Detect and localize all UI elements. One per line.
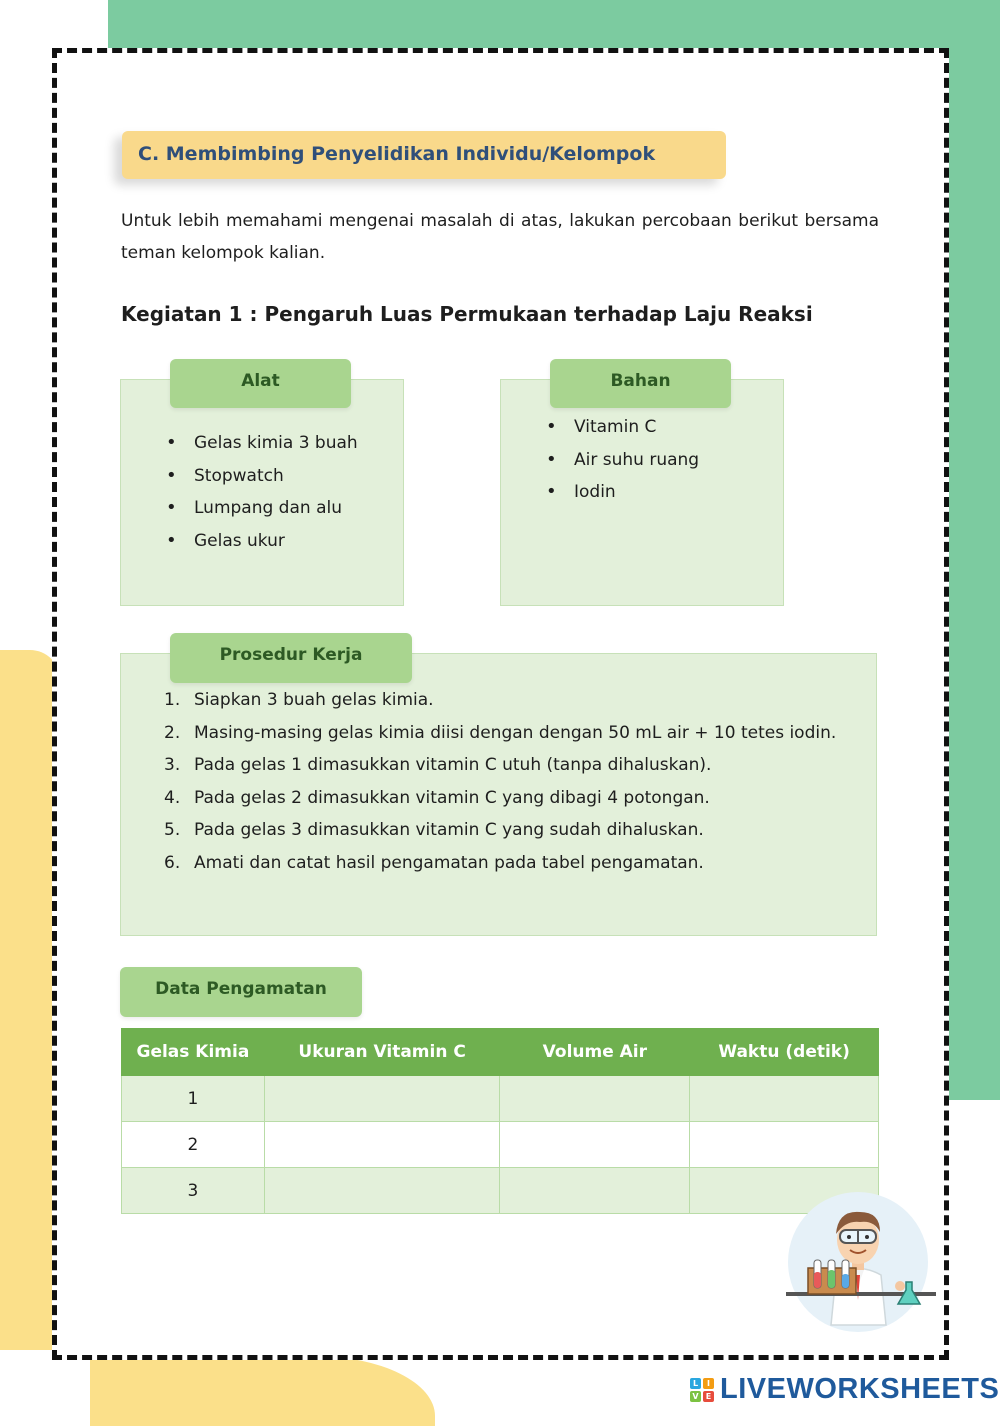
list-item xyxy=(160,782,840,815)
table-cell: 3 xyxy=(122,1168,265,1214)
list-item xyxy=(160,847,840,880)
step-number: 3. xyxy=(164,755,181,775)
step-number: 5. xyxy=(164,820,181,840)
hand xyxy=(895,1281,905,1291)
background-yellow-left-shape xyxy=(0,650,60,1350)
step-text: Masing-masing gelas kimia diisi dengan dengan 50 mL air + 10 tetes iodin. xyxy=(194,722,837,743)
step-text: Siapkan 3 buah gelas kimia. xyxy=(194,690,434,710)
table-cell: 2 xyxy=(122,1122,265,1168)
logo-text: LIVEWORKSHEETS xyxy=(720,1373,1000,1405)
step-text: Pada gelas 1 dimasukkan vitamin C utuh (tanpa dihaluskan). xyxy=(194,755,712,775)
logo-letter: I xyxy=(703,1378,714,1389)
prosedur-label: Prosedur Kerja xyxy=(219,645,363,665)
header-volume-air: Volume Air xyxy=(500,1029,690,1076)
prosedur-steps xyxy=(160,684,840,879)
list-item xyxy=(160,717,854,750)
table-cell: 1 xyxy=(122,1076,265,1122)
step-number: 4. xyxy=(164,787,181,808)
answer-cell[interactable] xyxy=(500,1122,690,1168)
answer-cell[interactable] xyxy=(264,1168,500,1214)
scientist-illustration xyxy=(786,1190,936,1335)
table-header-row xyxy=(122,1029,879,1076)
list-item xyxy=(160,749,840,782)
section-banner xyxy=(122,131,726,179)
answer-cell[interactable] xyxy=(690,1122,879,1168)
answer-cell[interactable] xyxy=(690,1076,879,1122)
section-title: C. Membimbing Penyelidikan Individu/Kelompok xyxy=(138,143,656,165)
list-item: • Vitamin C xyxy=(544,411,699,444)
list-item: • Gelas ukur xyxy=(164,525,358,558)
background-yellow-bottom-shape xyxy=(90,1356,435,1426)
step-number: 1. xyxy=(164,690,181,710)
logo-letter: V xyxy=(690,1391,701,1402)
bahan-list xyxy=(544,411,699,509)
step-text: Pada gelas 2 dimasukkan vitamin C yang dibagi 4 potongan. xyxy=(194,787,710,808)
prosedur-tab xyxy=(170,633,412,683)
intro-paragraph: Untuk lebih memahami mengenai masalah di atas, lakukan percobaan berikut bersama teman kelompok kalian. xyxy=(121,211,879,263)
step-text: Pada gelas 3 dimasukkan vitamin C yang sudah dihaluskan. xyxy=(194,820,704,840)
header-waktu: Waktu (detik) xyxy=(690,1029,879,1076)
logo-letter: L xyxy=(690,1378,701,1389)
bahan-label: Bahan xyxy=(610,371,671,391)
table-row xyxy=(122,1168,879,1214)
list-item xyxy=(160,684,840,717)
step-text: Amati dan catat hasil pengamatan pada tabel pengamatan. xyxy=(194,852,704,873)
table-row xyxy=(122,1122,879,1168)
step-number: 2. xyxy=(164,722,181,743)
header-ukuran-vitamin-c: Ukuran Vitamin C xyxy=(264,1029,500,1076)
answer-cell[interactable] xyxy=(500,1168,690,1214)
list-item: • Air suhu ruang xyxy=(544,444,699,477)
logo-letter: E xyxy=(703,1391,714,1402)
list-item: • Iodin xyxy=(544,476,699,509)
alat-label: Alat xyxy=(241,371,280,391)
logo-icon xyxy=(690,1378,714,1402)
header-gelas-kimia: Gelas Kimia xyxy=(122,1029,265,1076)
alat-tab xyxy=(170,359,351,408)
list-item: • Stopwatch xyxy=(164,460,358,493)
list-item: • Gelas kimia 3 buah xyxy=(164,427,358,460)
answer-cell[interactable] xyxy=(500,1076,690,1122)
answer-cell[interactable] xyxy=(264,1122,500,1168)
alat-list xyxy=(164,427,358,557)
data-pengamatan-tab xyxy=(120,967,362,1017)
table-row xyxy=(122,1076,879,1122)
step-number: 6. xyxy=(164,852,181,873)
data-pengamatan-label: Data Pengamatan xyxy=(155,979,327,999)
liveworksheets-logo xyxy=(690,1373,999,1406)
list-item xyxy=(160,814,840,847)
answer-cell[interactable] xyxy=(264,1076,500,1122)
observation-table xyxy=(121,1028,879,1214)
activity-title: Kegiatan 1 : Pengaruh Luas Permukaan terhadap Laju Reaksi xyxy=(121,302,813,326)
bahan-tab xyxy=(550,359,731,408)
list-item: • Lumpang dan alu xyxy=(164,492,358,525)
